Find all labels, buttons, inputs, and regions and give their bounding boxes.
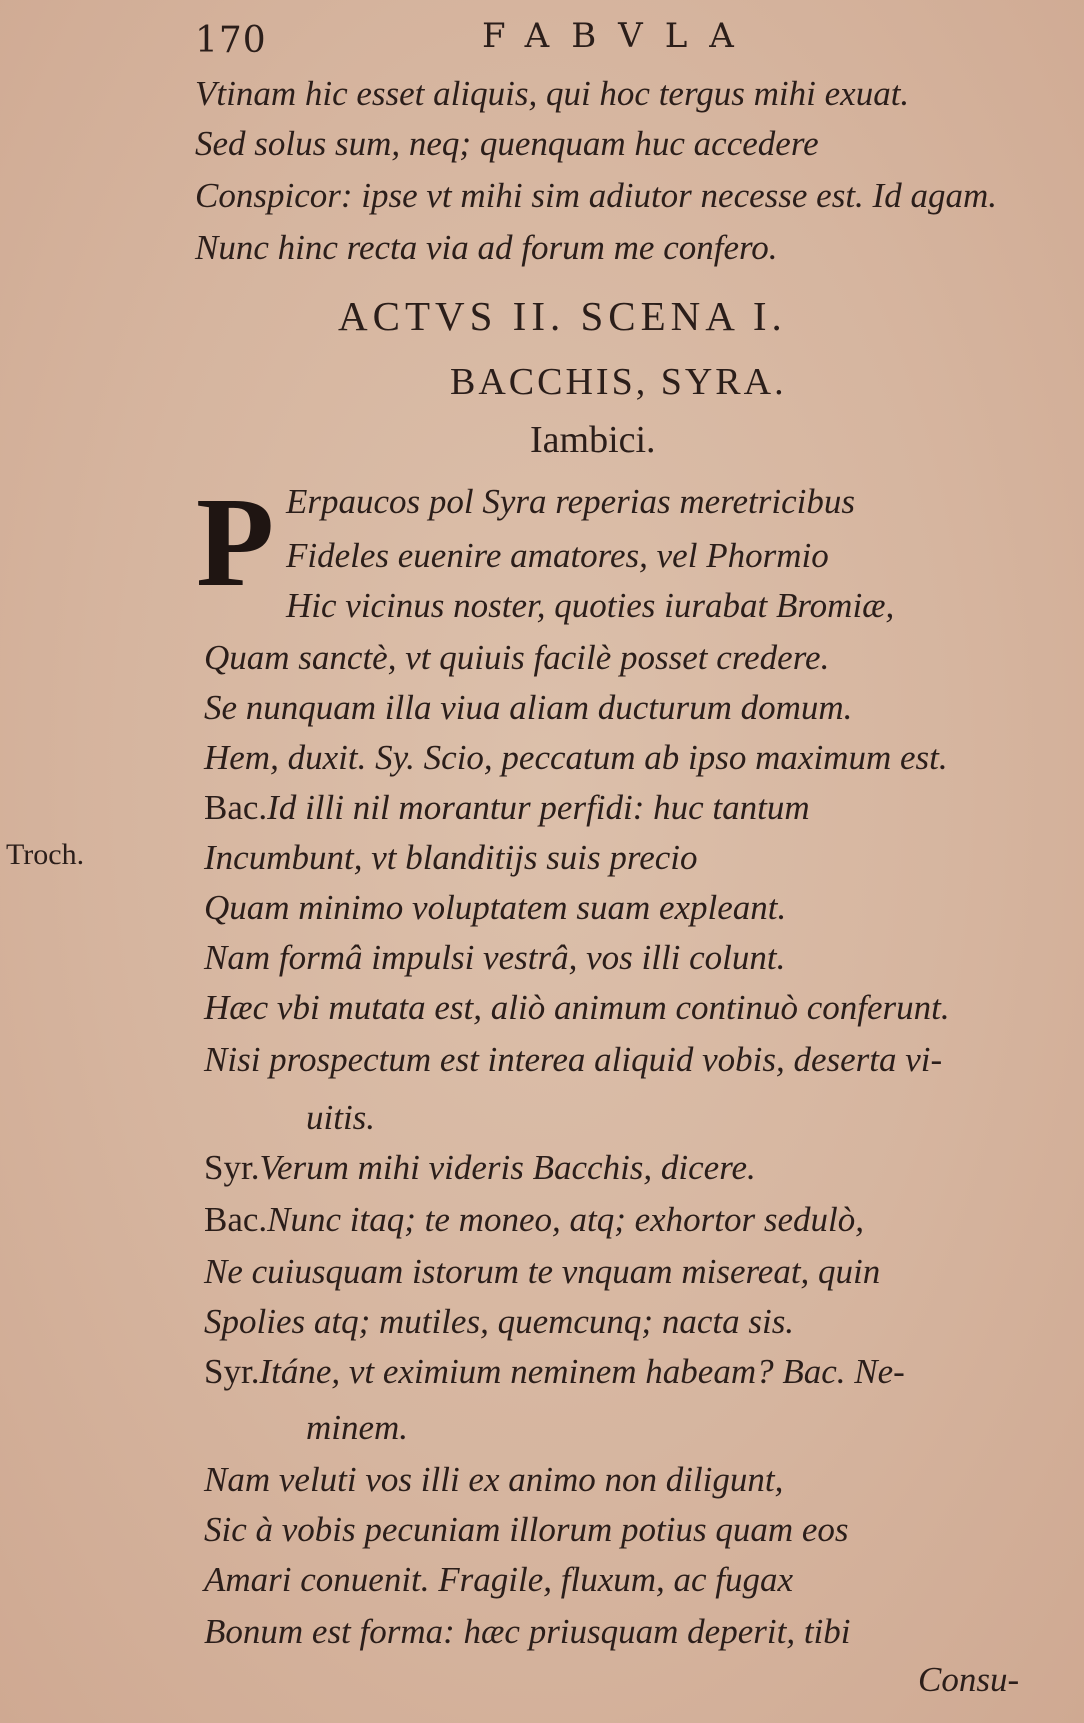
verse-text: Se nunquam illa viua aliam ducturum domum.: [204, 688, 853, 727]
verse-line: [204, 1304, 794, 1339]
verse-text: Id illi nil morantur perfidi: huc tantum: [267, 788, 810, 827]
verse-line: [204, 1354, 905, 1389]
verse-text: Nunc itaq; te moneo, atq; exhortor sedulò,: [267, 1200, 865, 1239]
margin-note: Troch.: [6, 838, 85, 871]
verse-line: [204, 1202, 864, 1237]
verse-line: [204, 890, 786, 925]
verse-line: [286, 588, 894, 623]
verse-line: [204, 740, 948, 775]
meter-label: Iambici.: [530, 419, 656, 461]
prologue-line: Nunc hinc recta via ad forum me confero.: [195, 228, 778, 267]
verse-text: Verum mihi videris Bacchis, dicere.: [259, 1148, 756, 1187]
verse-text: Hæc vbi mutata est, aliò animum continuò conferunt.: [204, 988, 950, 1027]
verse-line: [286, 484, 855, 519]
verse-line: [204, 640, 829, 675]
verse-text: uitis.: [306, 1098, 376, 1137]
verse-text: Nisi prospectum est interea aliquid vobis, deserta vi-: [204, 1040, 943, 1079]
verse-line: [204, 1562, 793, 1597]
verse-text: Hem, duxit. Sy. Scio, peccatum ab ipso maximum est.: [204, 738, 948, 777]
verse-line: [204, 990, 950, 1025]
speaker-tag: Syr.: [204, 1148, 260, 1187]
verse-text: Bonum est forma: hæc priusquam deperit, tibi: [204, 1612, 851, 1651]
verse-text: Sic à vobis pecuniam illorum potius quam eos: [204, 1510, 849, 1549]
verse-text: Fideles euenire amatores, vel Phormio: [286, 536, 829, 575]
verse-text: Ne cuiusquam istorum te vnquam misereat, quin: [204, 1252, 881, 1291]
verse-text: Incumbunt, vt blanditijs suis precio: [204, 838, 698, 877]
speaker-tag: Syr.: [204, 1352, 260, 1391]
verse-text: Nam veluti vos illi ex animo non diligunt,: [204, 1460, 784, 1499]
act-heading: ACTVS II. SCENA I.: [338, 293, 787, 339]
verse-text: Spolies atq; mutiles, quemcunq; nacta sis.: [204, 1302, 795, 1341]
dramatis-personae: BACCHIS, SYRA.: [450, 361, 787, 403]
prologue-line: Conspicor: ipse vt mihi sim adiutor necesse est. Id agam.: [195, 176, 997, 215]
verse-text: Nam formâ impulsi vestrâ, vos illi colunt.: [204, 938, 786, 977]
running-title: FABVLA: [482, 16, 756, 56]
verse-line: [204, 1512, 849, 1547]
verse-line: [204, 1614, 851, 1649]
page-number: 170: [195, 20, 267, 61]
verse-text: Erpaucos pol Syra reperias meretricibus: [286, 482, 856, 521]
prologue-line: Sed solus sum, neq; quenquam huc accedere: [195, 124, 819, 163]
drop-capital: P: [196, 471, 275, 613]
verse-line: [306, 1410, 408, 1445]
verse-text: Amari conuenit. Fragile, fluxum, ac fugax: [204, 1560, 794, 1599]
verse-text: Itáne, vt eximium neminem habeam? Bac. Ne-: [259, 1352, 905, 1391]
verse-text: Quam minimo voluptatem suam expleant.: [204, 888, 787, 927]
verse-text: Hic vicinus noster, quoties iurabat Bromiæ,: [286, 586, 895, 625]
speaker-tag: Bac.: [204, 788, 268, 827]
verse-line: [204, 1042, 942, 1077]
verse-line: [204, 790, 810, 825]
verse-line: [286, 538, 829, 573]
catchword: Consu-: [918, 1660, 1020, 1699]
verse-text: Quam sanctè, vt quiuis facilè posset credere.: [204, 638, 830, 677]
verse-line: [306, 1100, 375, 1135]
verse-line: [204, 940, 785, 975]
verse-line: [204, 1150, 756, 1185]
verse-text: minem.: [306, 1408, 409, 1447]
speaker-tag: Bac.: [204, 1200, 268, 1239]
running-head: [0, 14, 1084, 64]
verse-line: [204, 1254, 880, 1289]
verse-line: [204, 840, 698, 875]
verse-line: [204, 1462, 783, 1497]
verse-line: [204, 690, 852, 725]
prologue-line: Vtinam hic esset aliquis, qui hoc tergus mihi exuat.: [195, 74, 910, 113]
